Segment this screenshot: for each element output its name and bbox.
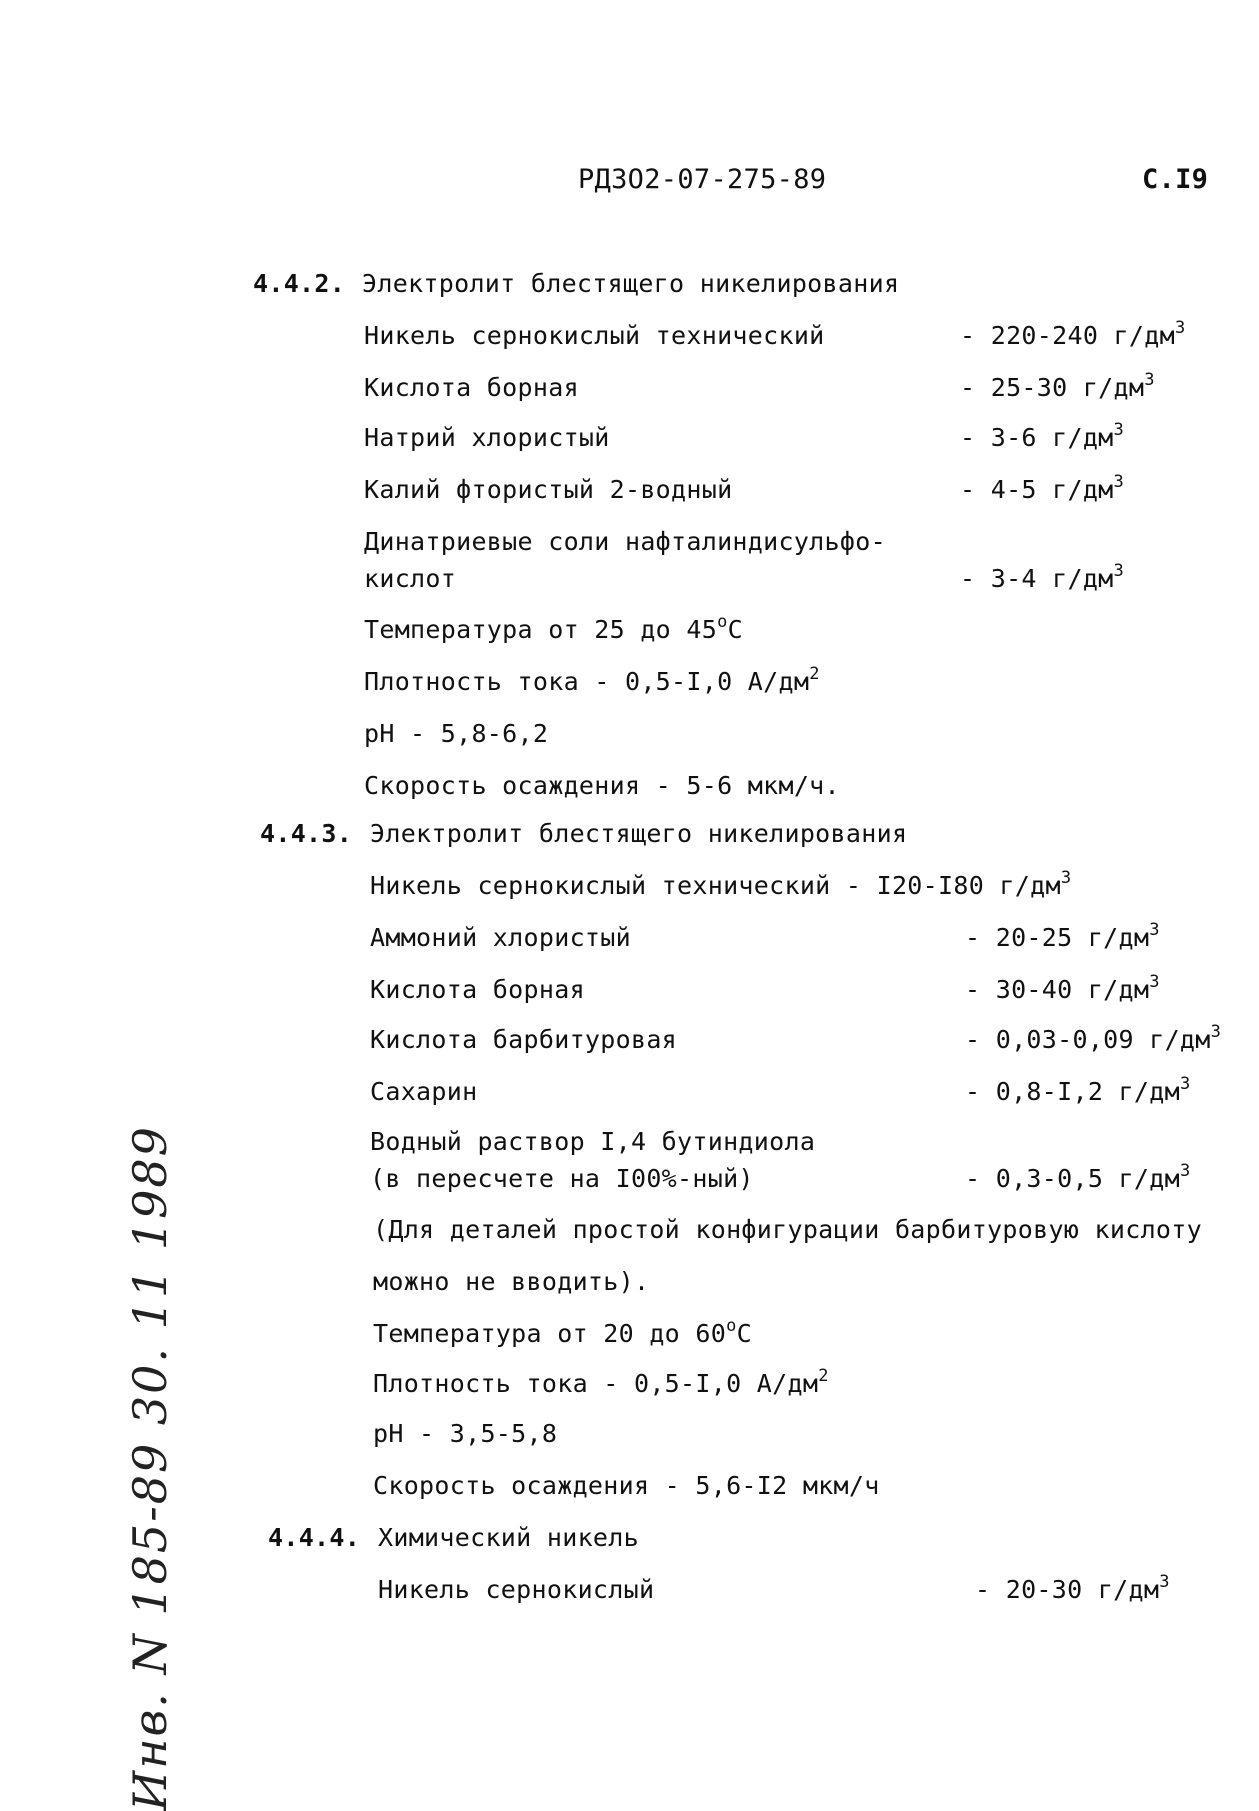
component-name: (в пересчете на I00%-ный) [370,1164,754,1193]
margin-inventory-note: Инв. N 185-89 30. 11 1989 [123,1125,177,1811]
component-name: Водный раствор I,4 бутиндиола [370,1127,816,1156]
section-title: Химический никель [378,1523,639,1552]
component-value: - 4-5 $г/дм^3$ [960,472,1125,504]
deposition-rate: Скорость осаждения - 5-6 мкм/ч. [364,771,840,800]
document-code: РДЗО2-07-275-89 [578,164,827,195]
deposition-rate: Скорость осаждения - 5,6-I2 мкм/ч [373,1471,880,1500]
current-density: Плотность тока - 0,5-I,0 $А/дм^2$ [373,1366,829,1398]
component-name: Аммоний хлористый [370,923,631,952]
component-line: Никель сернокислый технический - I20-I80 $г/дм^3$ [370,868,1072,900]
component-name: Кислота барбитуровая [370,1025,678,1054]
component-value: - 0,3-0,5 $г/дм^3$ [965,1161,1191,1193]
component-value: - 0,8-I,2 $г/дм^3$ [965,1074,1191,1106]
section-title: Электролит блестящего никелирования [362,269,900,298]
section-number: 4.4.4. [268,1523,361,1552]
section-number: 4.4.3. [260,819,353,848]
page-number: С.I9 [1142,164,1209,195]
section-number: 4.4.2. [253,269,346,298]
note: (Для деталей простой конфигурации барбитуровую кислоту [373,1215,1202,1244]
component-name: Кислота борная [370,975,585,1004]
temperature: Температура от 20 до 60$^o$C [373,1316,752,1348]
component-value: - 3-4 $г/дм^3$ [960,561,1125,593]
component-name: Кислота борная [364,373,579,402]
component-value: - 20-25 $г/дм^3$ [965,920,1160,952]
component-name: Динатриевые соли нафталиндисульфо- [364,527,886,556]
component-value: - 0,03-0,09 $г/дм^3$ [965,1022,1222,1054]
current-density: Плотность тока - 0,5-I,0 $А/дм^2$ [364,664,820,696]
component-value: - 3-6 $г/дм^3$ [960,420,1125,452]
component-name: Калий фтористый 2-водный [364,475,733,504]
ph: pH - 5,8-6,2 [364,719,549,748]
component-value: - 25-30 $г/дм^3$ [960,370,1155,402]
section-title: Электролит блестящего никелирования [370,819,908,848]
ph: pH - 3,5-5,8 [373,1419,558,1448]
component-name: Никель сернокислый технический [364,321,825,350]
component-value: - 220-240 $г/дм^3$ [960,318,1186,350]
note: можно не вводить). [373,1267,650,1296]
temperature: Температура от 25 до 45$^o$C [364,612,743,644]
component-value: - 20-30 $г/дм^3$ [975,1572,1170,1604]
component-name: Натрий хлористый [364,423,610,452]
component-value: - 30-40 $г/дм^3$ [965,972,1160,1004]
component-name: Никель сернокислый [378,1575,655,1604]
component-name: кислот [364,564,457,593]
component-name: Сахарин [370,1077,478,1106]
